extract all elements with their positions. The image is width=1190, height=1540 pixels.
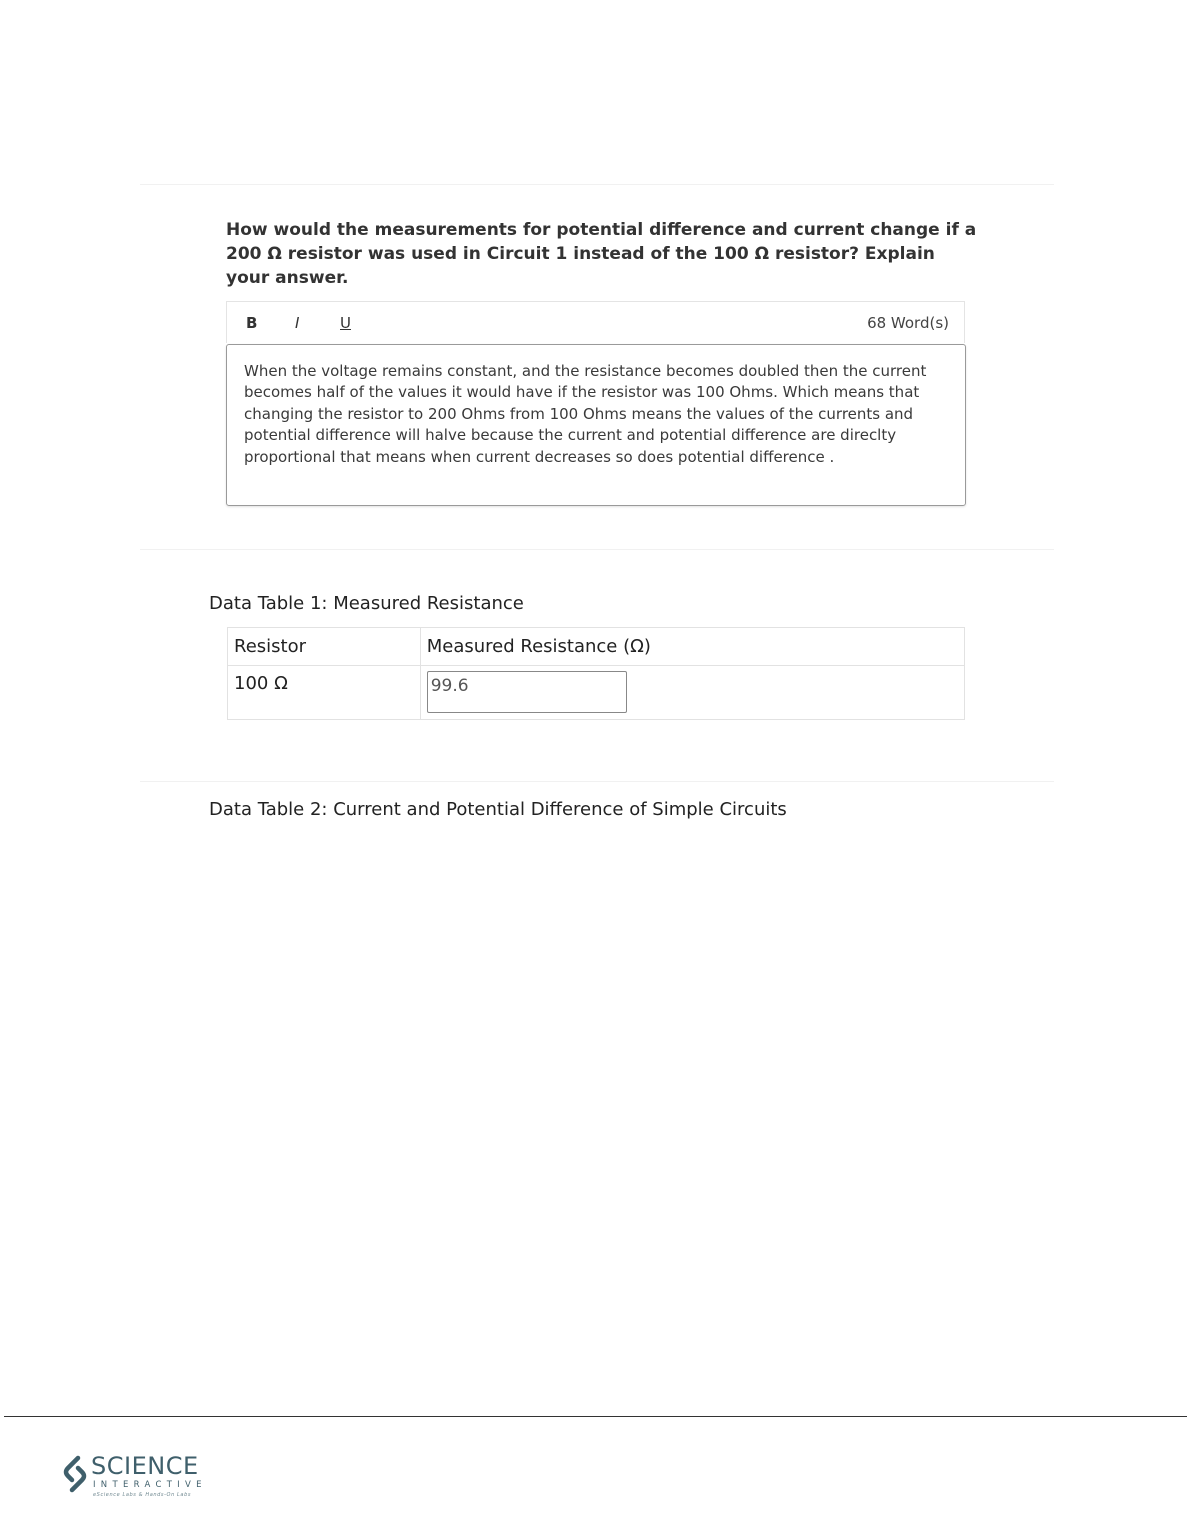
science-interactive-logo (60, 1452, 220, 1502)
measured-cell (420, 666, 964, 720)
table2-caption: Data Table 2: Current and Potential Difference of Simple Circuits (209, 799, 787, 820)
editor-toolbar (226, 301, 965, 343)
logo-wordmark: SCIENCE (91, 1452, 199, 1480)
italic-button[interactable]: I (295, 314, 300, 332)
footer-rule (4, 1416, 1187, 1417)
answer-textarea[interactable]: When the voltage remains constant, and the resistance becomes doubled then the current becomes half of the values it would have if the resistor was 100 Ohms. Which means that changing the resistor to 200 Ohms from 100 Ohms means the values of the currents and potential difference will halve because the current and potential difference are direclty proportional that means when current decreases so does potential difference . (226, 344, 966, 506)
section-divider-top (140, 184, 1054, 185)
logo-tagline: eScience Labs & Hands-On Labs (93, 1492, 192, 1498)
question-prompt: How would the measurements for potential difference and current change if a 200 Ω resistor was used in Circuit 1 instead of the 100 Ω resistor? Explain your answer. (226, 220, 977, 288)
resistor-cell (228, 666, 421, 720)
measured-resistance-input[interactable]: 99.6 (427, 671, 627, 713)
bold-button[interactable]: B (246, 314, 258, 332)
resistor-value: 100 Ω (234, 673, 288, 694)
logo-subtitle: INTERACTIVE (93, 1480, 207, 1490)
measured-resistance-table (227, 627, 965, 720)
table-row (228, 666, 965, 720)
table1-caption: Data Table 1: Measured Resistance (209, 593, 524, 614)
section-divider-middle (140, 549, 1054, 550)
table-header-row (228, 628, 965, 666)
section-divider-bottom (140, 781, 1054, 782)
header-resistor: Resistor (228, 628, 421, 666)
word-count: 68 Word(s) (867, 314, 949, 332)
logo-link-icon (60, 1454, 90, 1494)
header-measured-resistance: Measured Resistance (Ω) (420, 628, 964, 666)
underline-button[interactable]: U (340, 314, 351, 332)
